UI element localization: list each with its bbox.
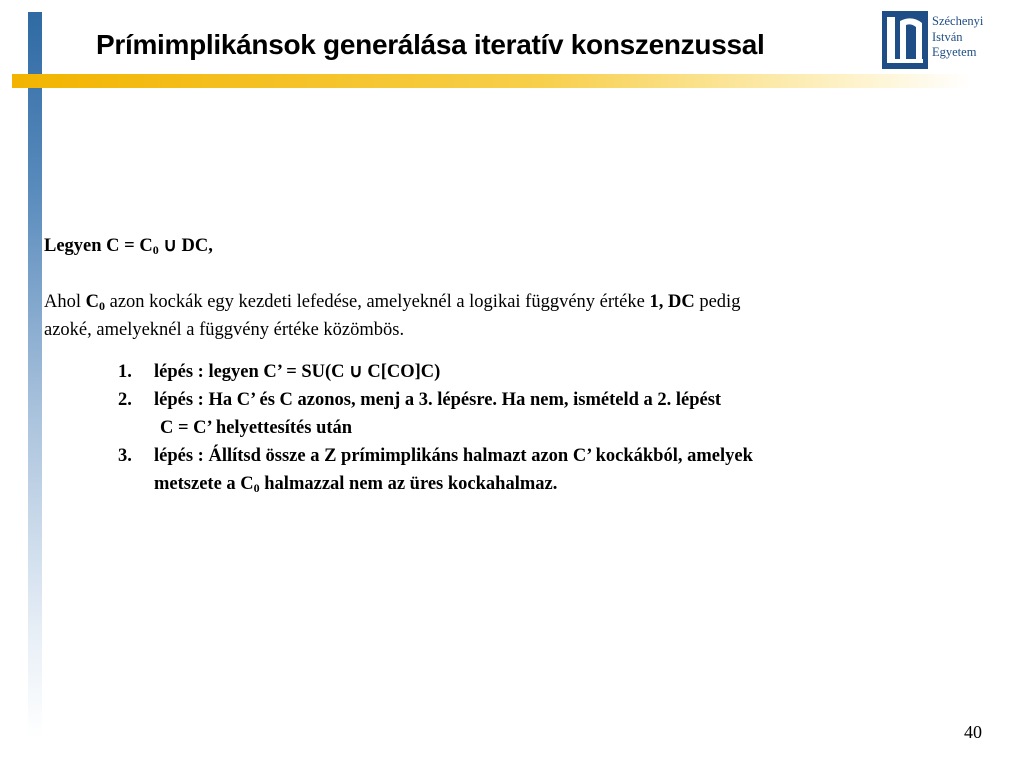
title-underline-bar — [12, 74, 972, 88]
left-accent-bar — [28, 12, 42, 738]
step-2: 2. lépés : Ha C’ és C azonos, menj a 3. lépésre. Ha nem, ismételd a 2. lépést C = C’ helyettesítés után — [118, 390, 722, 438]
algorithm-steps — [44, 358, 1004, 498]
slide-title: Prímimplikánsok generálása iteratív konszenzussal — [96, 29, 765, 60]
slide-body — [44, 232, 1004, 498]
step-3: 3. lépés : Állítsd össze a Z prímimplikáns halmazt azon C’ kockákból, amelyek metszete a $C_0$ halmazzal nem az üres kockahalmaz. — [118, 446, 753, 495]
page-number: 40 — [964, 722, 982, 742]
logo-line-2: István — [932, 29, 963, 44]
logo-line-3: Egyetem — [932, 45, 977, 59]
definition-line: Legyen $C = C_0$ ∪ DC, — [44, 236, 213, 257]
explanation-line-2: azoké, amelyeknél a függvény értéke közömbös. — [44, 320, 405, 340]
logo-line-1: Széchenyi — [932, 14, 984, 28]
university-logo — [882, 11, 1002, 71]
logo-text — [932, 14, 983, 61]
logo-emblem-icon — [882, 11, 928, 69]
step-1: 1. lépés : legyen C’ = SU(C ∪ C[CO]C) — [118, 362, 441, 382]
explanation-line-1: Ahol $C_0$ azon kockák egy kezdeti lefedése, amelyeknél a logikai függvény értéke 1, DC pedig — [44, 292, 741, 313]
